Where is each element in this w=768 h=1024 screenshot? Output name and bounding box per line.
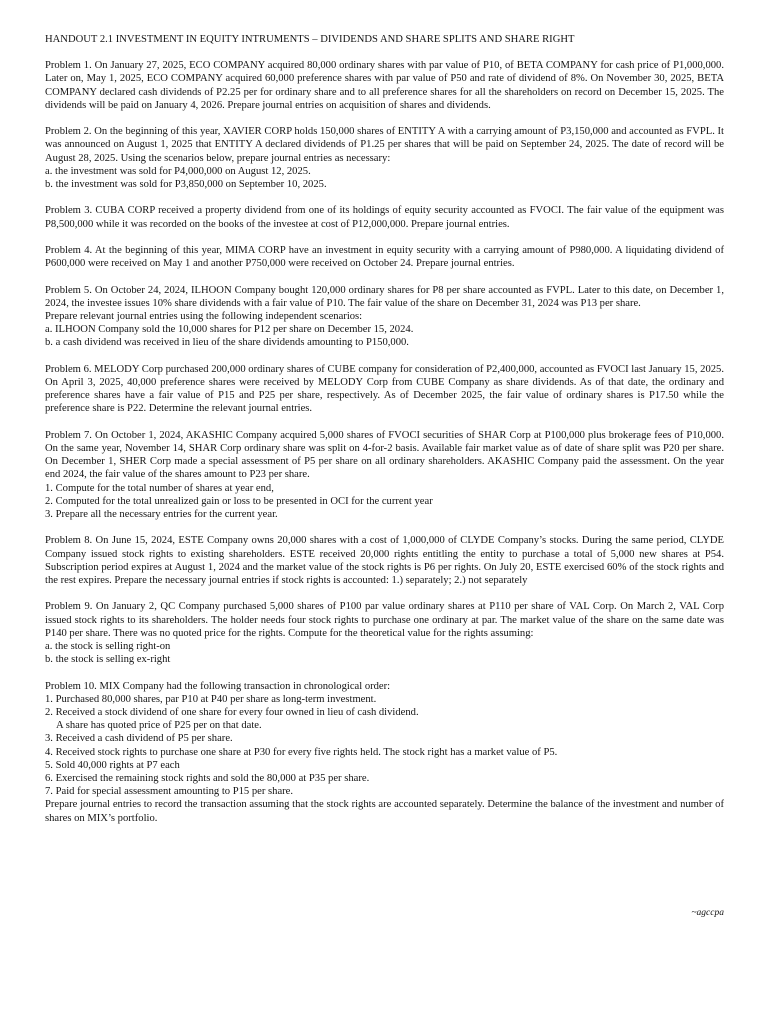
- problem-item: b. a cash dividend was received in lieu of the share dividends amounting to P150,000.: [45, 337, 409, 349]
- problem-10: [45, 680, 724, 825]
- problem-text: Problem 9. On January 2, QC Company purchased 5,000 shares of P100 par value ordinary shares at P110 per share of VAL Corp. On March 2, VAL Corp issued stock rights to its shareholders. The holder needs four stock rights to purchase one ordinary at par. The market value of the share on the same date was P140 per share. There was no quoted price for the rights. Compute for the theoretical value for the rights assuming:: [45, 601, 724, 639]
- problem-text: Problem 3. CUBA CORP received a property dividend from one of its holdings of equity security accounted as FVOCI. The fair value of the equipment was P8,500,000 while it was recorded on the books of the investee at cost of P12,000,000. Prepare journal entries.: [45, 205, 724, 230]
- problem-item: a. the investment was sold for P4,000,000 on August 12, 2025.: [45, 165, 311, 177]
- problem-text: Problem 5. On October 24, 2024, ILHOON Company bought 120,000 ordinary shares for P8 per share accounted as FVPL. Later to this date, on December 1, 2024, the investee issues 10% share dividends with a fair value of P10. The fair value of the share on December 31, 2024 was P13 per share.: [45, 284, 724, 309]
- problem-item: 7. Paid for special assessment amounting to P15 per share.: [45, 786, 294, 798]
- problem-item: Prepare relevant journal entries using the following independent scenarios:: [45, 311, 363, 322]
- problem-7: [45, 429, 724, 521]
- problem-item: 6. Exercised the remaining stock rights and sold the 80,000 at P35 per share.: [45, 773, 370, 785]
- problem-1: [45, 59, 724, 112]
- problem-5: [45, 284, 724, 350]
- problem-item: b. the stock is selling ex-right: [45, 654, 171, 666]
- problem-3: [45, 204, 724, 230]
- problem-item: 3. Prepare all the necessary entries for the current year.: [45, 509, 278, 521]
- problem-item: a. the stock is selling right-on: [45, 641, 171, 653]
- problem-text: Problem 4. At the beginning of this year, MIMA CORP have an investment in equity security with a carrying amount of P980,000. A liquidating dividend of P600,000 were received on May 1 and another P750,000 were received on October 24. Prepare journal entries.: [45, 245, 724, 270]
- problem-item: 3. Received a cash dividend of P5 per share.: [45, 733, 233, 745]
- problem-item: a. ILHOON Company sold the 10,000 shares for P12 per share on December 15, 2024.: [45, 324, 414, 336]
- problem-2: [45, 125, 724, 191]
- problem-8: [45, 534, 724, 587]
- problem-4: [45, 244, 724, 270]
- problem-9: [45, 600, 724, 666]
- problem-item: 1. Purchased 80,000 shares, par P10 at P40 per share as long-term investment.: [45, 693, 377, 705]
- problem-item: 2. Computed for the total unrealized gain or loss to be presented in OCI for the current year: [45, 495, 433, 507]
- problem-text: Problem 7. On October 1, 2024, AKASHIC Company acquired 5,000 shares of FVOCI securities of SHAR Corp at P100,000 plus brokerage fees of P10,000. On the same year, November 14, SHAR Corp ordinary share was split on 4-for-2 basis. Available fair market value as of date of share split was P20 per share. On December 1, SHER Corp made a special assessment of P5 per share on all ordinary shareholders. AKASHIC Company paid the assessment. On the year end 2024, the fair value of the shares amount to P23 per share.: [45, 429, 724, 481]
- problem-text: Problem 10. MIX Company had the following transaction in chronological order:: [45, 680, 391, 692]
- author-signature: ~agccpa: [691, 908, 724, 918]
- problem-item: 1. Compute for the total number of shares at year end,: [45, 482, 274, 494]
- problem-text: Problem 8. On June 15, 2024, ESTE Company owns 20,000 shares with a cost of 1,000,000 of CLYDE Company’s stocks. During the same period, CLYDE Company issued stock rights to existing shareholders. ESTE received 20,000 rights entitling the entity to purchase a total of 5,000 new shares at P54. Subscription period expires at August 1, 2024 and the market value of the stock rights is P6 per rights. On July 20, ESTE exercised 60% of the stock rights and the rest expires. Prepare the necessary journal entries if stock rights is accounted: 1.) separately; 2.) not separately: [45, 535, 724, 587]
- problem-text: Problem 1. On January 27, 2025, ECO COMPANY acquired 80,000 ordinary shares with par value of P10, of BETA COMPANY for cash price of P1,000,000. Later on, May 1, 2025, ECO COMPANY acquired 60,000 preference shares with par value of P50 and rate of dividend of 8%. On November 30, 2025, BETA COMPANY declared cash dividends of P2.25 per for ordinary share and to all preference shares for all the shareholders on record on December 15, 2025. The dividends will be paid on January 4, 2026. Prepare journal entries on acquisition of shares and dividends.: [45, 60, 724, 111]
- problem-item: 2. Received a stock dividend of one share for every four owned in lieu of cash dividend.: [45, 707, 419, 719]
- problem-6: [45, 363, 724, 416]
- problem-item: 5. Sold 40,000 rights at P7 each: [45, 759, 180, 771]
- problem-text: Problem 6. MELODY Corp purchased 200,000 ordinary shares of CUBE company for consideration of P2,400,000, accounted as FVOCI last January 15, 2025. On April 3, 2025, 40,000 preference shares were received by MELODY Corp from CUBE Company as share dividends. As of that date, the ordinary and preference shares have a fair value of P15 and P25 per share, respectively. As of December 2025, the fair value of ordinary shares is P17.50 while the preference share is P22. Determine the relevant journal entries.: [45, 363, 724, 415]
- problem-text: Problem 2. On the beginning of this year, XAVIER CORP holds 150,000 shares of ENTITY A with a carrying amount of P3,150,000 and accounted as FVPL. It was announced on August 1, 2025 that ENTITY A declared dividends of P1.25 per shares that will be paid on September 24, 2025. The date of record will be August 28, 2025. Using the scenarios below, prepare journal entries as necessary:: [45, 126, 724, 164]
- handout-title: HANDOUT 2.1 INVESTMENT IN EQUITY INTRUMENTS – DIVIDENDS AND SHARE SPLITS AND SHARE RIGHT: [45, 34, 575, 45]
- problem-item: A share has quoted price of P25 per on that date.: [56, 720, 262, 732]
- problem-item: Prepare journal entries to record the transaction assuming that the stock rights are accounted separately. Determine the balance of the investment and number of shares on MIX’s portfolio.: [45, 799, 724, 824]
- problem-item: 4. Received stock rights to purchase one share at P30 for every five rights held. The stock right has a market value of P5.: [45, 746, 558, 758]
- problem-item: b. the investment was sold for P3,850,000 on September 10, 2025.: [45, 179, 327, 191]
